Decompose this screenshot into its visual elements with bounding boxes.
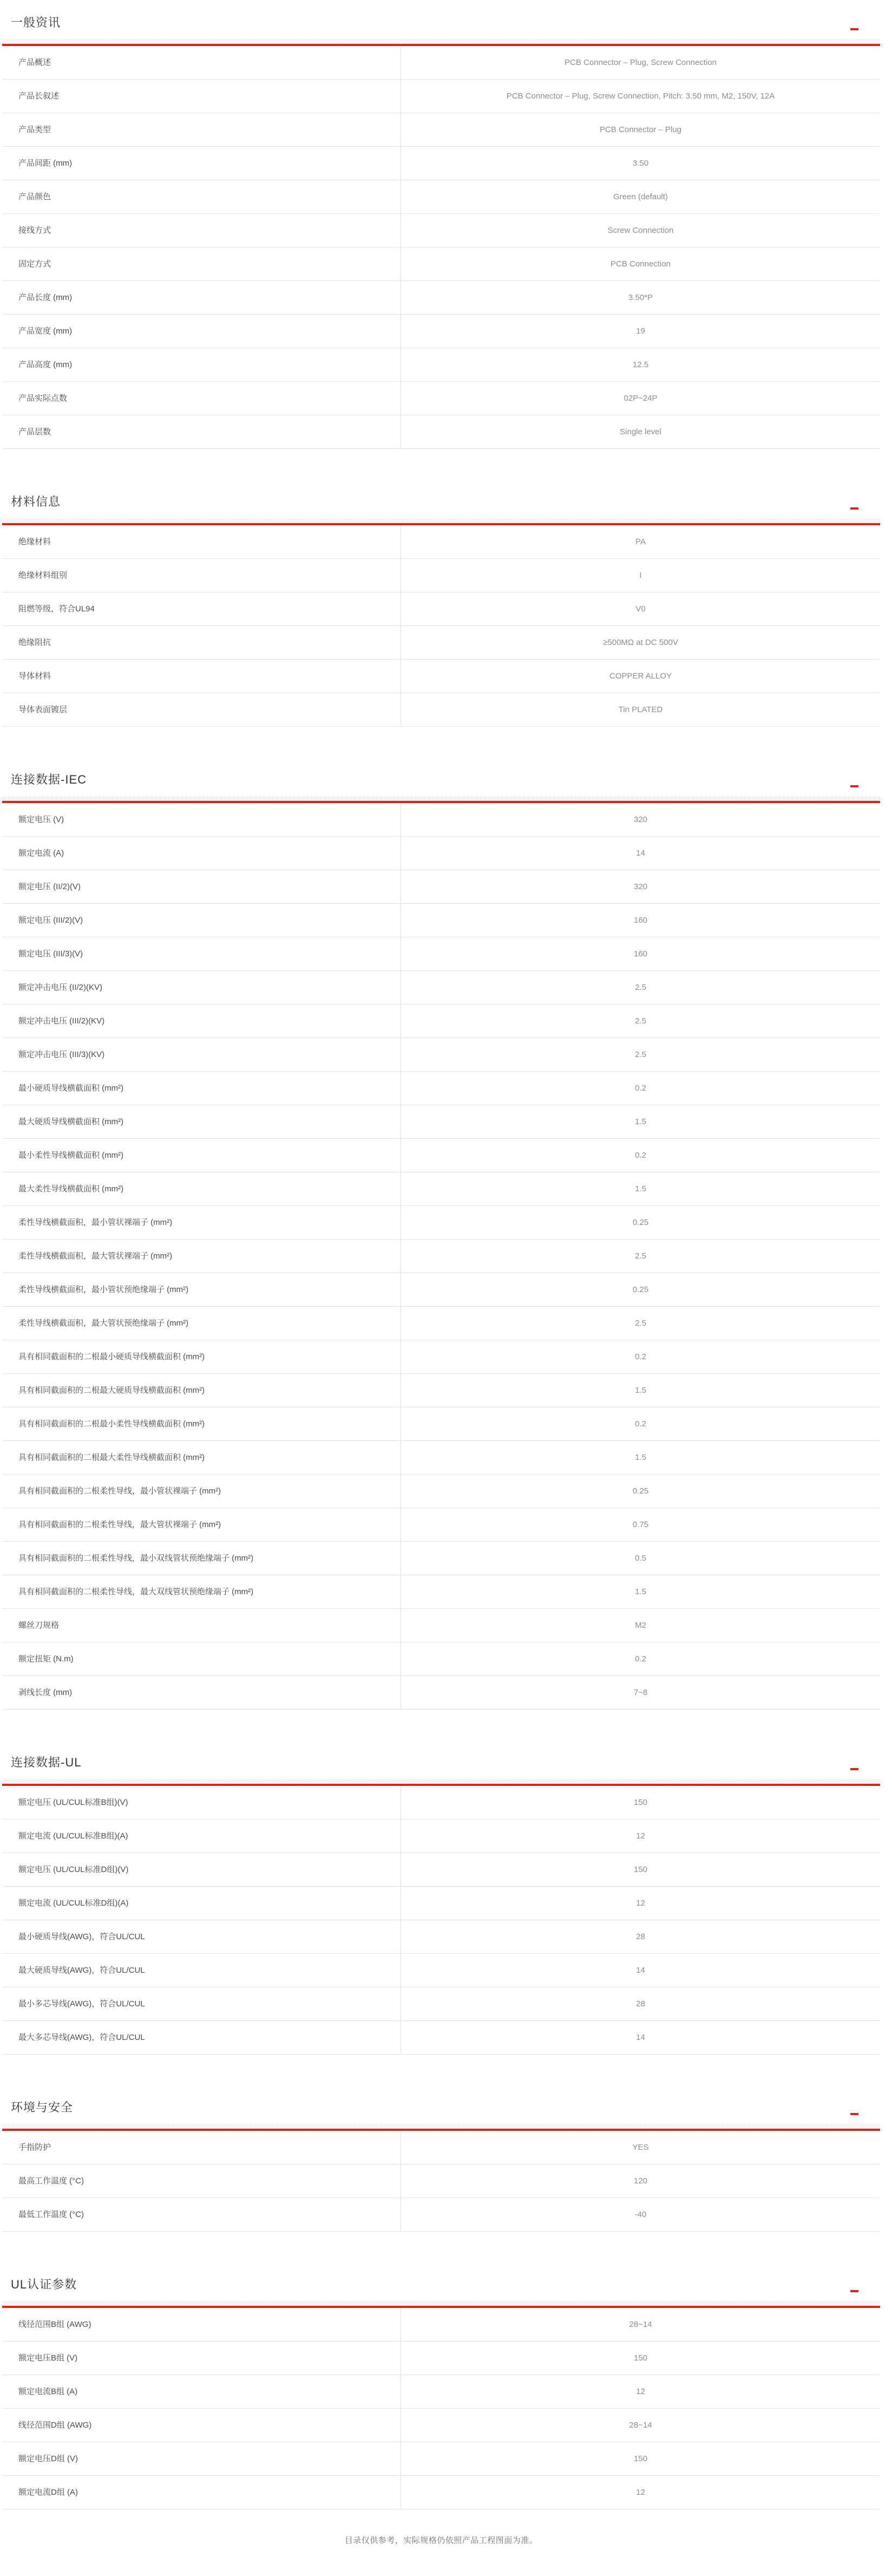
texture-strip [2, 1779, 880, 1784]
row-value: PCB Connector – Plug, Screw Connection, Pitch: 3.50 mm, M2, 150V, 12A [506, 91, 775, 101]
table-row [2, 415, 880, 449]
table-row [2, 1206, 880, 1240]
table-row [2, 1642, 880, 1676]
collapse-minus-icon[interactable] [850, 28, 858, 30]
row-value: COPPER ALLOY [609, 671, 672, 681]
row-value: 0.25 [632, 1486, 649, 1496]
row-value: 12 [636, 1898, 645, 1908]
row-label: 额定电压B组 (V) [2, 2342, 401, 2375]
row-value: 1.5 [635, 1184, 646, 1194]
row-value: Green (default) [613, 192, 668, 201]
spec-sections [2, 8, 880, 2509]
row-label: 线径范围D组 (AWG) [2, 2409, 401, 2442]
row-label: 产品颜色 [2, 180, 401, 213]
table-row [2, 837, 880, 870]
table-row [2, 660, 880, 693]
table-row [2, 1105, 880, 1139]
row-label: 额定电压D组 (V) [2, 2442, 401, 2475]
table-row [2, 1139, 880, 1172]
row-value: 0.2 [635, 1352, 646, 1361]
row-label: 产品层数 [2, 415, 401, 448]
row-value: 1.5 [635, 1117, 646, 1126]
table-row [2, 2021, 880, 2055]
row-label: 具有相同截面积的二根最大硬质导线横截面积 (mm²) [2, 1374, 401, 1407]
row-label: 最大硬质导线横截面积 (mm²) [2, 1105, 401, 1138]
collapse-minus-icon[interactable] [850, 2290, 858, 2292]
row-value: 28~14 [629, 2420, 652, 2430]
table-row [2, 525, 880, 559]
section-title: 一般资讯 [11, 16, 61, 29]
row-label: 产品高度 (mm) [2, 348, 401, 381]
row-label: 具有相同截面积的二根最小硬质导线横截面积 (mm²) [2, 1340, 401, 1373]
row-value: 12 [636, 2386, 645, 2396]
spec-table [2, 2131, 880, 2232]
table-row [2, 2308, 880, 2342]
row-value: 0.25 [632, 1217, 649, 1227]
row-label: 固定方式 [2, 247, 401, 281]
table-row [2, 1172, 880, 1206]
row-label: 具有相同截面积的二根最大柔性导线横截面积 (mm²) [2, 1441, 401, 1474]
table-row [2, 1920, 880, 1954]
spec-table [2, 803, 880, 1710]
row-label: 最大多芯导线(AWG)，符合UL/CUL [2, 2021, 401, 2054]
row-value: 1.5 [635, 1385, 646, 1395]
row-label: 最高工作温度 (°C) [2, 2164, 401, 2197]
table-row [2, 1508, 880, 1542]
row-label: 额定冲击电压 (III/3)(KV) [2, 1038, 401, 1071]
section-title: 连接数据-IEC [11, 773, 87, 786]
row-label: 额定电压 (V) [2, 803, 401, 836]
table-row [2, 1786, 880, 1819]
row-value: YES [632, 2142, 649, 2152]
footer-disclaimer: 目录仅供参考，实际规格仍依照产品工程图面为准。 [344, 2536, 538, 2545]
row-value: 150 [633, 1797, 648, 1807]
row-value: 1.5 [635, 1452, 646, 1462]
row-label: 柔性导线横截面积，最大管状裸端子 (mm²) [2, 1240, 401, 1273]
row-label: 额定电压 (II/2)(V) [2, 870, 401, 903]
row-value: PCB Connector – Plug, Screw Connection [565, 57, 717, 67]
row-label: 额定电压 (UL/CUL标准D组)(V) [2, 1853, 401, 1886]
table-row [2, 2375, 880, 2409]
row-label: 具有相同截面积的二根柔性导线，最大管状裸端子 (mm²) [2, 1508, 401, 1541]
row-value: 2.5 [635, 982, 646, 992]
row-label: 最小多芯导线(AWG)，符合UL/CUL [2, 1987, 401, 2020]
table-row [2, 693, 880, 727]
row-label: 额定扭矩 (N.m) [2, 1642, 401, 1675]
section-header [2, 1747, 880, 1779]
row-value: 0.2 [635, 1654, 646, 1664]
row-label: 绝缘阻抗 [2, 626, 401, 659]
spec-section [2, 2092, 880, 2232]
texture-strip [2, 2301, 880, 2306]
row-value: 1.5 [635, 1587, 646, 1596]
table-row [2, 592, 880, 626]
table-row [2, 1475, 880, 1508]
row-label: 接线方式 [2, 214, 401, 247]
row-value: 0.75 [632, 1519, 649, 1529]
row-value: 28~14 [629, 2319, 652, 2329]
table-row [2, 1542, 880, 1575]
spec-table [2, 2308, 880, 2509]
row-label: 产品实际点数 [2, 382, 401, 415]
table-row [2, 1340, 880, 1374]
row-label: 柔性导线横截面积，最大管状预绝缘端子 (mm²) [2, 1307, 401, 1340]
row-label: 最小硬质导线横截面积 (mm²) [2, 1072, 401, 1105]
row-label: 额定电流D组 (A) [2, 2476, 401, 2509]
section-header [2, 765, 880, 796]
section-header [2, 2270, 880, 2301]
row-label: 具有相同截面积的二根柔性导线，最小双线管状预绝缘端子 (mm²) [2, 1542, 401, 1575]
row-label: 产品宽度 (mm) [2, 315, 401, 348]
row-value: 2.5 [635, 1251, 646, 1261]
row-label: 阻燃等级，符合UL94 [2, 592, 401, 625]
row-label: 手指防护 [2, 2131, 401, 2164]
table-row [2, 803, 880, 837]
table-row [2, 870, 880, 904]
row-value: I [639, 570, 642, 580]
table-row [2, 1240, 880, 1273]
table-row [2, 180, 880, 214]
table-row [2, 1072, 880, 1105]
table-row [2, 1609, 880, 1642]
table-row [2, 904, 880, 937]
texture-strip [2, 518, 880, 523]
table-row [2, 281, 880, 315]
row-label: 额定电压 (III/3)(V) [2, 937, 401, 970]
row-label: 额定电流 (UL/CUL标准D组)(A) [2, 1887, 401, 1920]
spec-section [2, 8, 880, 449]
row-label: 最大硬质导线(AWG)，符合UL/CUL [2, 1954, 401, 1987]
row-value: 150 [633, 2454, 648, 2463]
table-row [2, 1374, 880, 1407]
table-row [2, 1273, 880, 1307]
row-value: -40 [634, 2209, 647, 2219]
row-value: 14 [636, 2032, 645, 2042]
row-label: 绝缘材料组别 [2, 559, 401, 592]
section-header [2, 487, 880, 518]
row-label: 具有相同截面积的二根柔性导线，最小管状裸端子 (mm²) [2, 1475, 401, 1508]
collapse-minus-icon[interactable] [850, 2113, 858, 2115]
table-row [2, 1407, 880, 1441]
table-row [2, 113, 880, 147]
table-row [2, 937, 880, 971]
section-title: 环境与安全 [11, 2101, 74, 2114]
row-label: 额定电流B组 (A) [2, 2375, 401, 2408]
row-value: 2.5 [635, 1016, 646, 1026]
row-label: 导体材料 [2, 660, 401, 693]
section-header [2, 2092, 880, 2124]
row-label: 额定电压 (III/2)(V) [2, 904, 401, 937]
collapse-minus-icon[interactable] [850, 1768, 858, 1770]
table-row [2, 1987, 880, 2021]
row-value: 14 [636, 848, 645, 858]
row-value: Single level [620, 427, 661, 436]
table-row [2, 626, 880, 660]
row-label: 剥线长度 (mm) [2, 1676, 401, 1709]
row-label: 线径范围B组 (AWG) [2, 2308, 401, 2341]
row-value: 2.5 [635, 1318, 646, 1328]
row-value: 160 [633, 949, 648, 958]
row-value: 0.2 [635, 1150, 646, 1160]
row-label: 具有相同截面积的二根最小柔性导线横截面积 (mm²) [2, 1407, 401, 1440]
table-row [2, 2442, 880, 2476]
row-label: 产品长度 (mm) [2, 281, 401, 314]
table-row [2, 382, 880, 415]
table-row [2, 2476, 880, 2509]
spec-section [2, 487, 880, 727]
spec-table [2, 1786, 880, 2055]
row-value: 0.2 [635, 1083, 646, 1093]
row-value: 320 [633, 814, 648, 824]
row-value: 150 [633, 2353, 648, 2363]
table-row [2, 1038, 880, 1072]
row-label: 额定冲击电压 (II/2)(KV) [2, 971, 401, 1004]
row-value: 0.25 [632, 1284, 649, 1294]
row-label: 产品概述 [2, 46, 401, 79]
spec-table [2, 46, 880, 449]
row-label: 柔性导线横截面积，最小管状预绝缘端子 (mm²) [2, 1273, 401, 1306]
table-row [2, 559, 880, 592]
table-row [2, 46, 880, 80]
row-value: PCB Connection [611, 259, 671, 269]
table-row [2, 1819, 880, 1853]
row-value: 320 [633, 882, 648, 891]
table-row [2, 1441, 880, 1475]
row-value: 12.5 [632, 360, 649, 369]
collapse-minus-icon[interactable] [850, 785, 858, 787]
collapse-minus-icon[interactable] [850, 507, 858, 510]
row-value: 0.5 [635, 1553, 646, 1563]
table-row [2, 315, 880, 348]
row-label: 额定电流 (A) [2, 837, 401, 870]
row-value: 12 [636, 2487, 645, 2497]
table-row [2, 147, 880, 180]
table-row [2, 1307, 880, 1340]
row-value: 120 [633, 2176, 648, 2186]
row-value: 3.50 [632, 158, 649, 168]
row-label: 额定电压 (UL/CUL标准B组)(V) [2, 1786, 401, 1819]
table-row [2, 247, 880, 281]
table-row [2, 80, 880, 113]
table-row [2, 2409, 880, 2442]
row-label: 产品长叙述 [2, 80, 401, 113]
table-row [2, 1005, 880, 1038]
row-label: 额定冲击电压 (III/2)(KV) [2, 1005, 401, 1038]
table-row [2, 1676, 880, 1710]
section-title: 材料信息 [11, 495, 61, 508]
row-value: 2.5 [635, 1049, 646, 1059]
row-value: 0.2 [635, 1419, 646, 1429]
row-value: ≥500MΩ at DC 500V [603, 637, 678, 647]
row-label: 最小柔性导线横截面积 (mm²) [2, 1139, 401, 1172]
table-row [2, 214, 880, 247]
table-row [2, 971, 880, 1005]
row-label: 柔性导线横截面积，最小管状裸端子 (mm²) [2, 1206, 401, 1239]
row-value: 02P~24P [624, 393, 658, 403]
row-value: M2 [635, 1620, 646, 1630]
row-value: PA [635, 537, 646, 546]
row-label: 导体表面镀层 [2, 693, 401, 726]
row-value: 28 [636, 1932, 645, 1941]
row-label: 具有相同截面积的二根柔性导线，最大双线管状预绝缘端子 (mm²) [2, 1575, 401, 1608]
row-value: 14 [636, 1965, 645, 1975]
row-label: 绝缘材料 [2, 525, 401, 558]
row-value: 3.50*P [628, 292, 653, 302]
row-value: PCB Connector – Plug [600, 125, 681, 134]
spec-section [2, 1747, 880, 2055]
spec-table [2, 525, 880, 727]
spec-section [2, 2270, 880, 2509]
row-value: 12 [636, 1831, 645, 1841]
texture-strip [2, 796, 880, 801]
section-header [2, 8, 880, 39]
table-row [2, 2198, 880, 2232]
table-row [2, 2342, 880, 2375]
table-row [2, 1954, 880, 1987]
spec-section [2, 765, 880, 1710]
row-value: 160 [633, 915, 648, 925]
row-value: 150 [633, 1864, 648, 1874]
texture-strip [2, 39, 880, 44]
table-row [2, 1575, 880, 1609]
row-label: 额定电流 (UL/CUL标准B组)(A) [2, 1819, 401, 1853]
row-label: 产品类型 [2, 113, 401, 146]
section-title: 连接数据-UL [11, 1756, 82, 1769]
row-value: Tin PLATED [618, 705, 663, 714]
row-value: Screw Connection [607, 225, 674, 235]
table-row [2, 348, 880, 382]
row-label: 最大柔性导线横截面积 (mm²) [2, 1172, 401, 1205]
table-row [2, 2131, 880, 2164]
row-value: 7~8 [633, 1687, 648, 1697]
section-title: UL认证参数 [11, 2278, 77, 2291]
table-row [2, 1853, 880, 1887]
table-row [2, 1887, 880, 1920]
row-value: V0 [635, 604, 646, 614]
row-value: 28 [636, 1999, 645, 2008]
row-label: 最低工作温度 (°C) [2, 2198, 401, 2231]
row-label: 最小硬质导线(AWG)，符合UL/CUL [2, 1920, 401, 1953]
row-label: 螺丝刀规格 [2, 1609, 401, 1642]
table-row [2, 2164, 880, 2198]
texture-strip [2, 2124, 880, 2129]
row-value: 19 [636, 326, 645, 336]
row-label: 产品间距 (mm) [2, 147, 401, 180]
